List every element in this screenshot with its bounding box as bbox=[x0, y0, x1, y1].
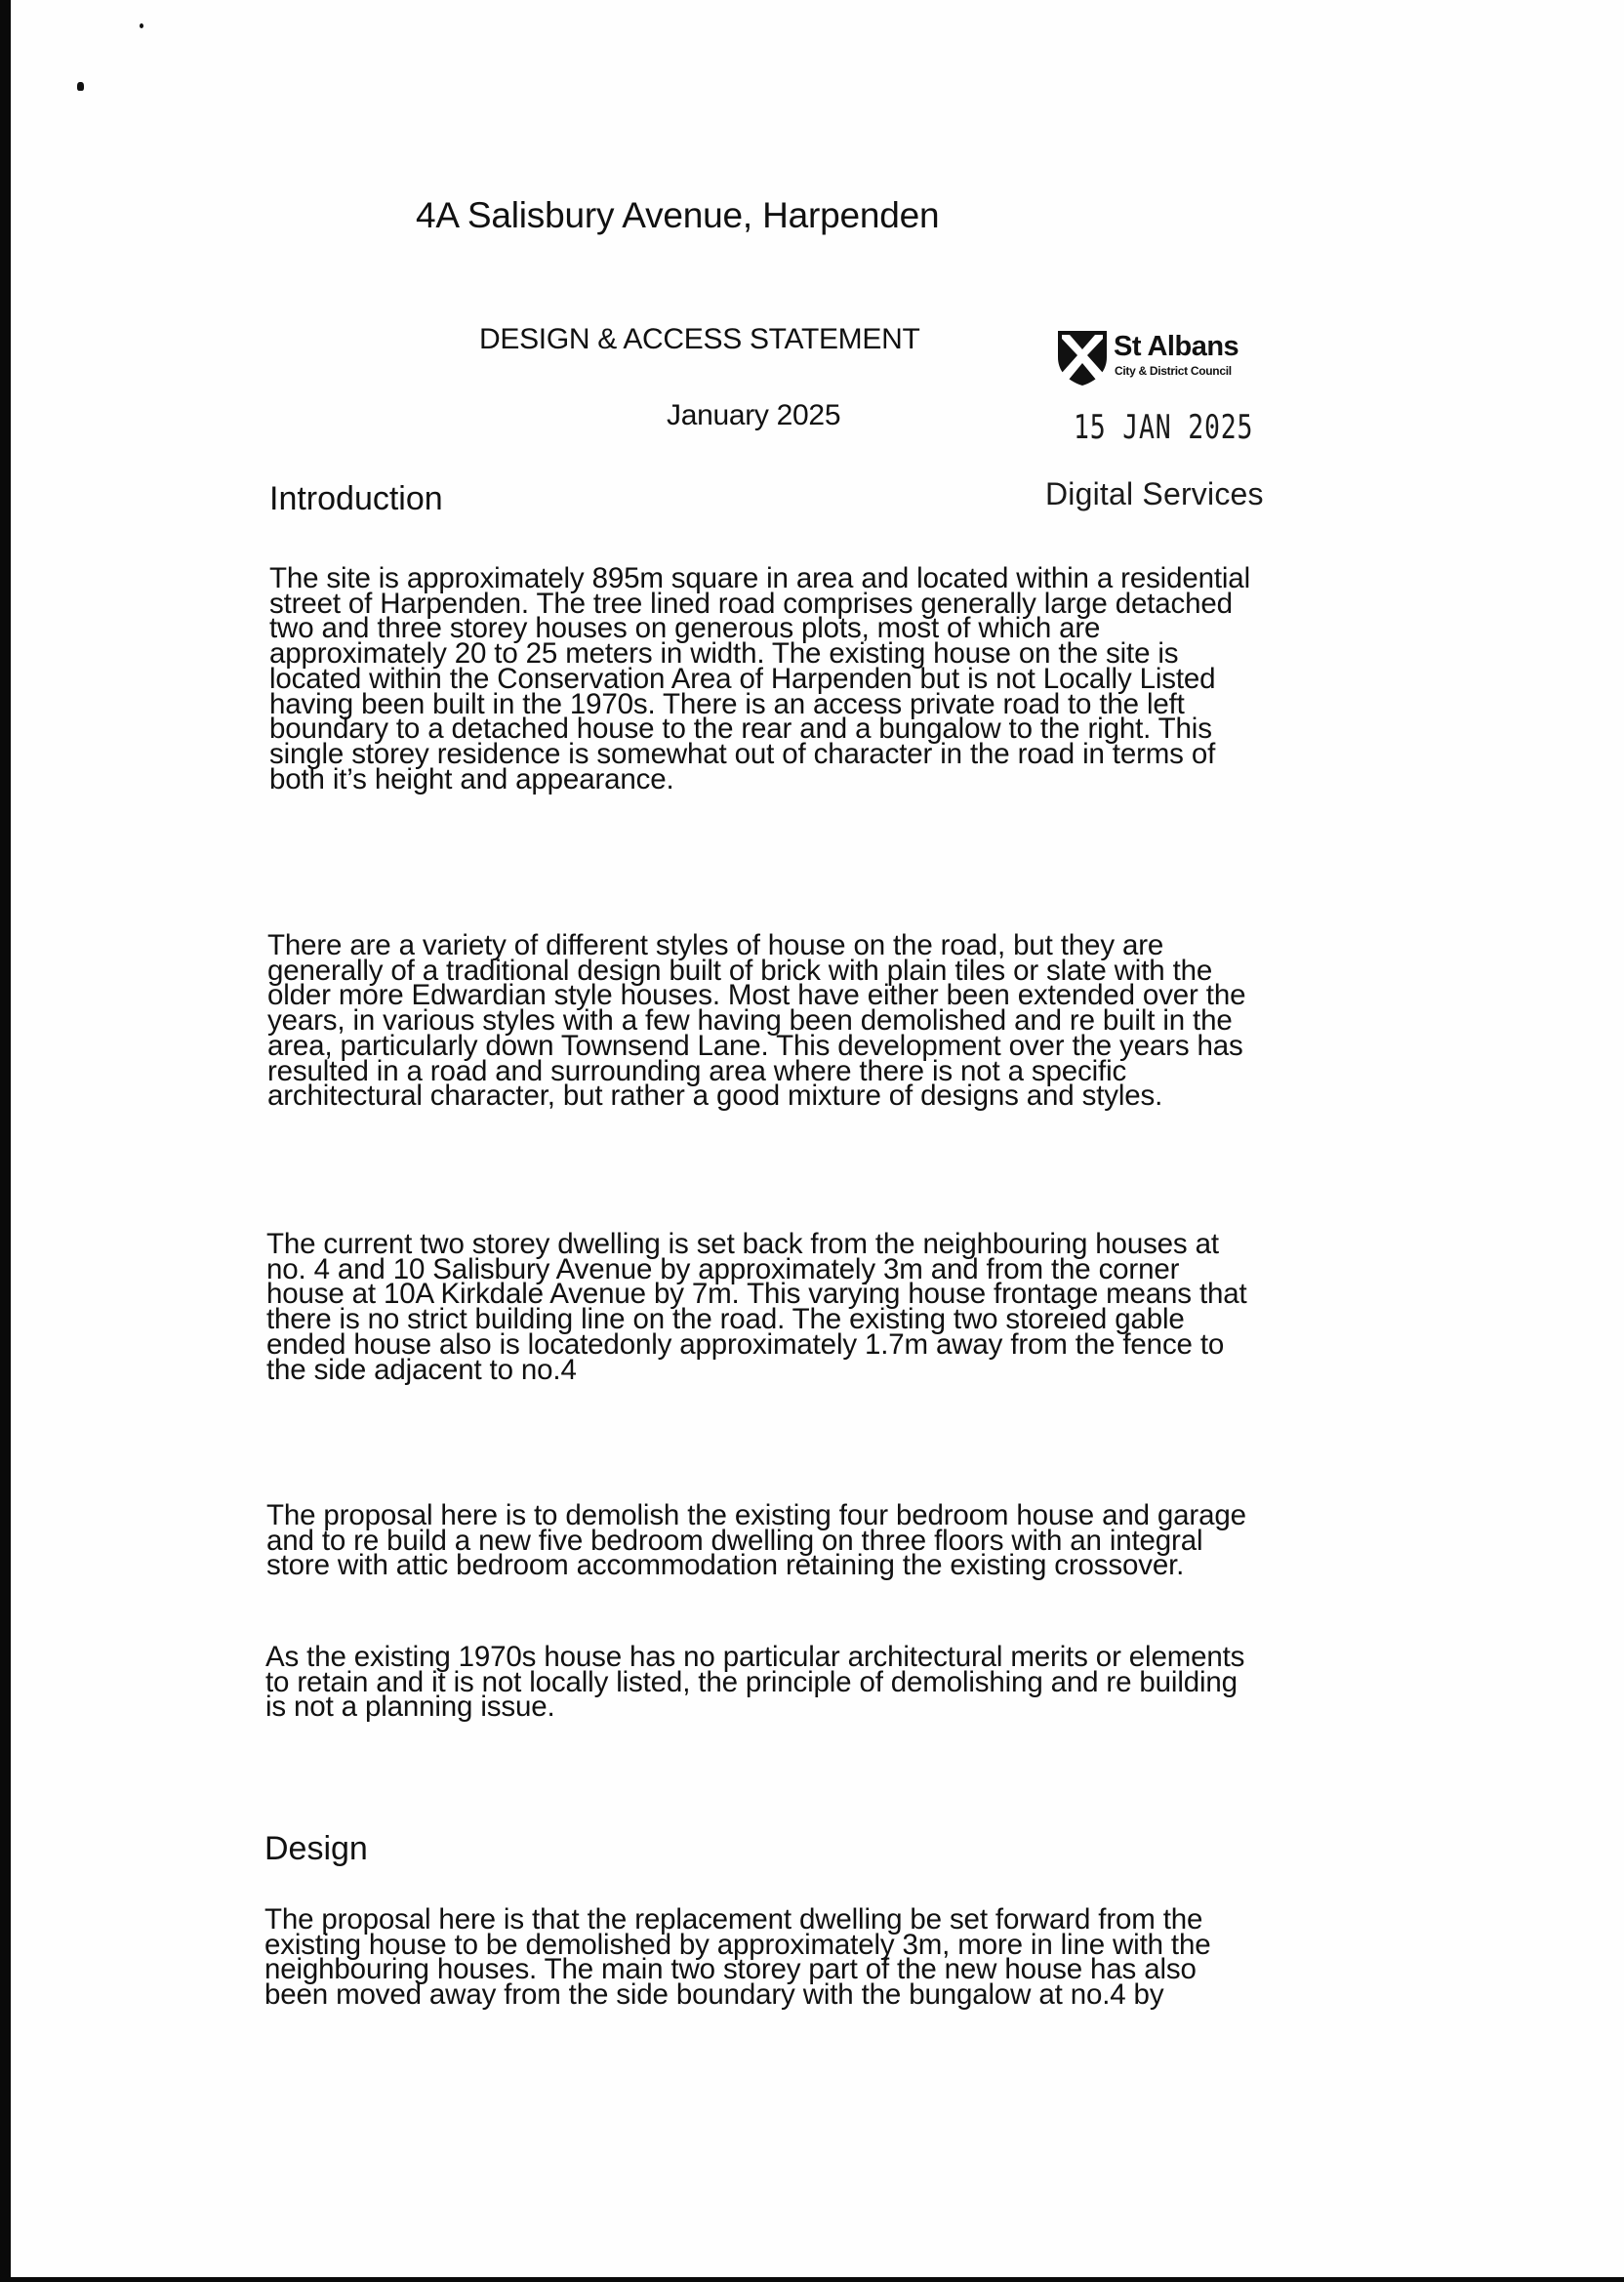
text-line: there is no strict building line on the road. The existing two storeied gable bbox=[266, 1303, 1185, 1336]
section-heading-design: Design bbox=[264, 1830, 368, 1867]
text-line: years, in various styles with a few having been demolished and re built in the bbox=[267, 1004, 1233, 1038]
text-line: the side adjacent to no.4 bbox=[266, 1353, 577, 1386]
scan-speck bbox=[140, 23, 143, 28]
text-line: The current two storey dwelling is set back from the neighbouring houses at bbox=[266, 1228, 1219, 1260]
document-type: DESIGN & ACCESS STATEMENT bbox=[479, 323, 920, 355]
text-line: The proposal here is to demolish the existing four bedroom house and garage bbox=[266, 1499, 1246, 1531]
text-line: approximately 20 to 25 meters in width. The existing house on the site is bbox=[269, 637, 1179, 671]
text-line: street of Harpenden. The tree lined road comprises generally large detached bbox=[269, 587, 1233, 620]
text-line: house at 10A Kirkdale Avenue by 7m. This varying house frontage means that bbox=[266, 1278, 1247, 1311]
text-line: single storey residence is somewhat out of character in the road in terms of bbox=[269, 737, 1216, 770]
council-subtitle: City & District Council bbox=[1115, 364, 1232, 378]
scan-speck bbox=[77, 82, 84, 91]
text-line: neighbouring houses. The main two storey part of the new house has also bbox=[264, 1953, 1197, 1986]
paragraph bbox=[269, 562, 1441, 795]
text-line: resulted in a road and surrounding area where there is not a specific bbox=[267, 1054, 1127, 1087]
text-line: store with attic bedroom accommodation retaining the existing crossover. bbox=[266, 1549, 1185, 1582]
scan-border-left bbox=[0, 0, 11, 2282]
text-line: been moved away from the side boundary with the bungalow at no.4 by bbox=[264, 1978, 1164, 2012]
paragraph bbox=[265, 1641, 1437, 1724]
council-received-stamp bbox=[1056, 328, 1280, 388]
text-line: and to re build a new five bedroom dwelling on three floors with an integral bbox=[266, 1524, 1203, 1557]
section-heading-introduction: Introduction bbox=[269, 480, 443, 517]
document-date: January 2025 bbox=[667, 399, 841, 431]
paragraph bbox=[266, 1499, 1438, 1582]
text-line: generally of a traditional design built of brick with plain tiles or slate with the bbox=[267, 954, 1213, 987]
text-line: no. 4 and 10 Salisbury Avenue by approximately 3m and from the corner bbox=[266, 1252, 1180, 1285]
text-line: older more Edwardian style houses. Most have either been extended over the bbox=[267, 979, 1246, 1012]
text-line: architectural character, but rather a good mixture of designs and styles. bbox=[267, 1080, 1163, 1113]
text-line: to retain and it is not locally listed, the principle of demolishing and re building bbox=[265, 1665, 1238, 1698]
paragraph bbox=[267, 929, 1439, 1113]
text-line: existing house to be demolished by approximately 3m, more in line with the bbox=[264, 1928, 1211, 1961]
text-line: located within the Conservation Area of Harpenden but is not Locally Listed bbox=[269, 662, 1216, 695]
text-line: both it’s height and appearance. bbox=[269, 762, 674, 795]
text-line: having been built in the 1970s. There is an access private road to the left bbox=[269, 687, 1185, 720]
text-line: The site is approximately 895m square in area and located within a residential bbox=[269, 562, 1250, 594]
text-line: boundary to a detached house to the rear and a bungalow to the right. This bbox=[269, 713, 1212, 746]
paragraph bbox=[264, 1903, 1436, 2012]
document-title: 4A Salisbury Avenue, Harpenden bbox=[416, 195, 940, 235]
text-line: two and three storey houses on generous plots, most of which are bbox=[269, 612, 1101, 645]
scan-border-bottom bbox=[0, 2277, 1624, 2282]
stamp-received-date: 15 JAN 2025 bbox=[1074, 408, 1254, 447]
text-line: As the existing 1970s house has no particular architectural merits or elements bbox=[265, 1641, 1245, 1673]
text-line: There are a variety of different styles of house on the road, but they are bbox=[267, 929, 1164, 961]
saltire-shield-icon bbox=[1056, 328, 1109, 387]
stamp-department: Digital Services bbox=[1045, 476, 1264, 511]
text-line: ended house also is locatedonly approximately 1.7m away from the fence to bbox=[266, 1327, 1225, 1361]
paragraph bbox=[266, 1228, 1438, 1386]
text-line: The proposal here is that the replacement dwelling be set forward from the bbox=[264, 1903, 1203, 1936]
text-line: area, particularly down Townsend Lane. This development over the years has bbox=[267, 1029, 1243, 1062]
text-line: is not a planning issue. bbox=[265, 1691, 555, 1724]
council-name: St Albans bbox=[1114, 331, 1239, 362]
